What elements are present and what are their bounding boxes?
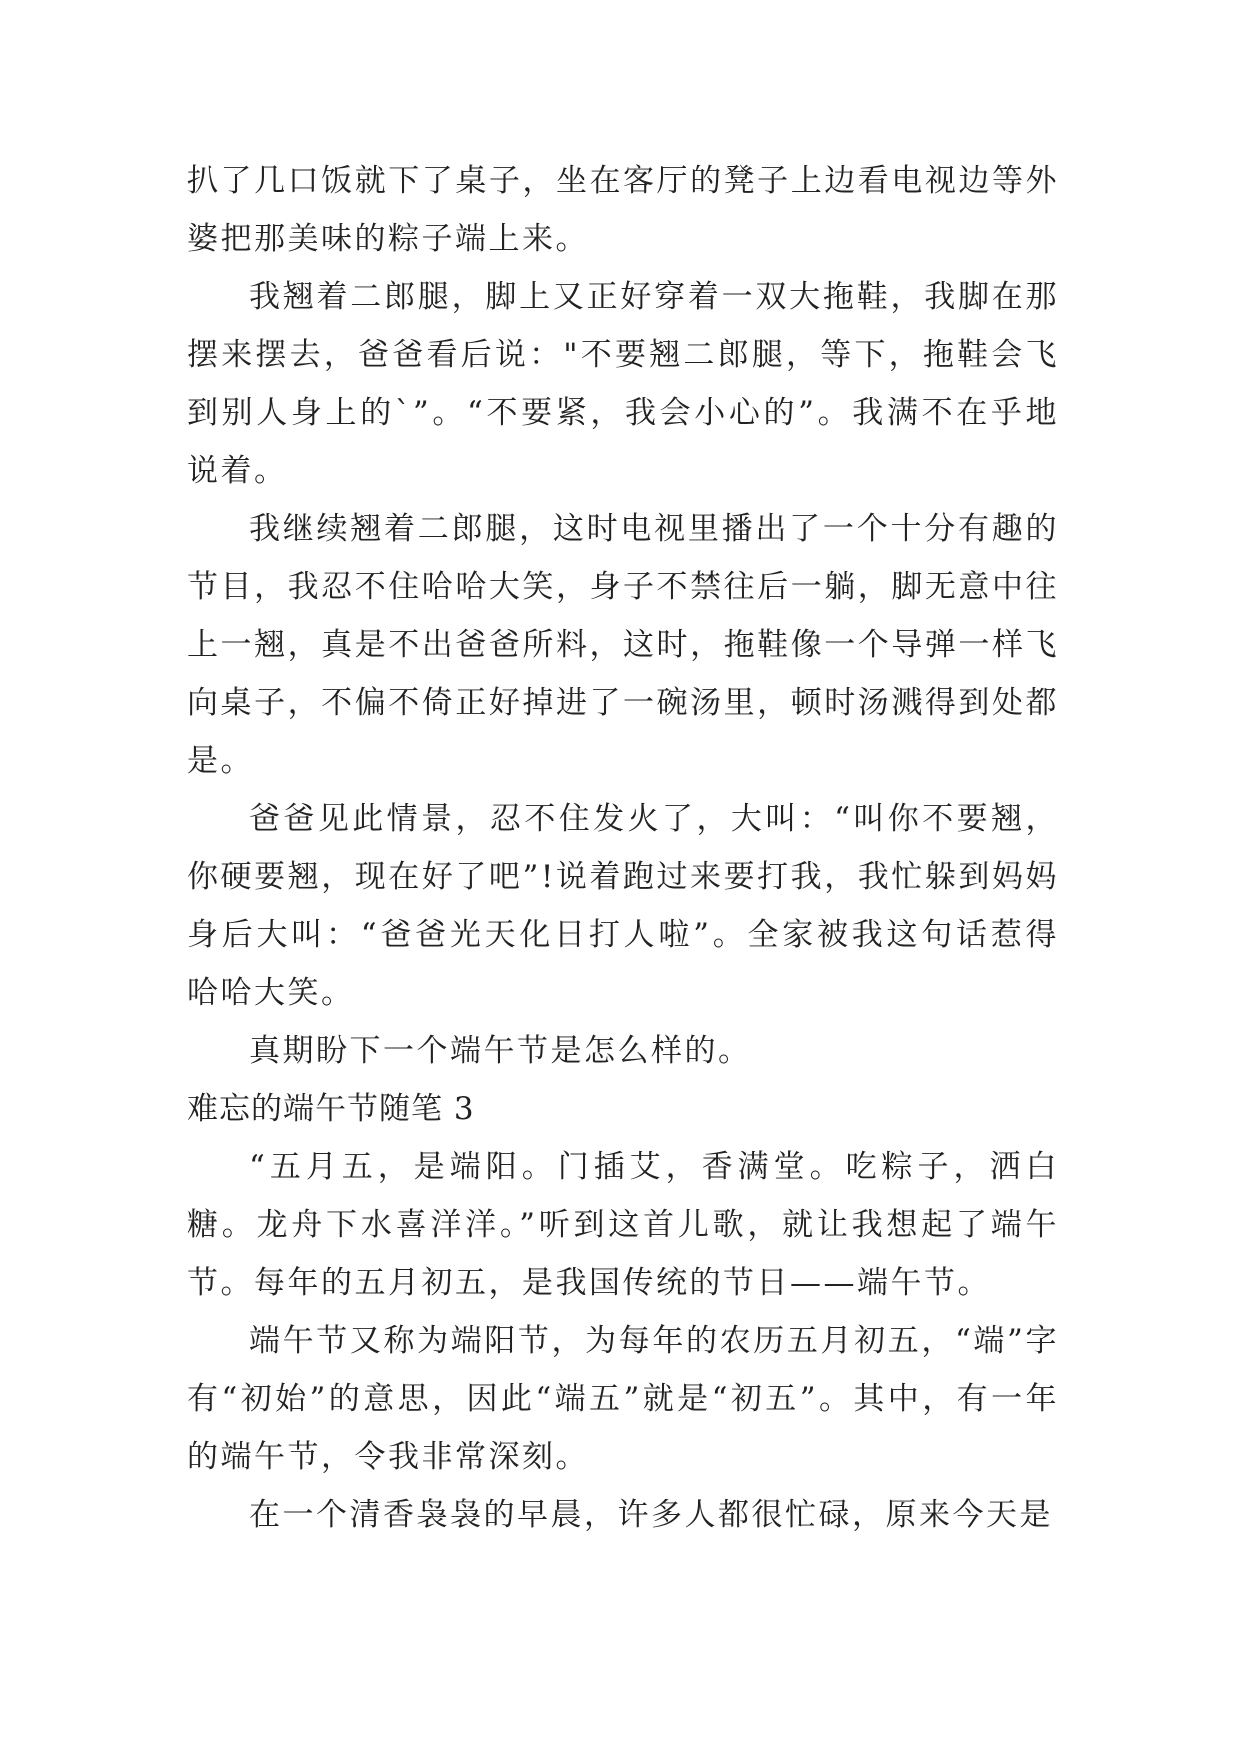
paragraph: 在一个清香袅袅的早晨，许多人都很忙碌，原来今天是: [249, 1497, 1053, 1533]
section-heading: 难忘的端午节随笔 3: [187, 1091, 475, 1127]
paragraph: 端午节又称为端阳节，为每年的农历五月初五，“端”字有“初始”的意思，因此“端五”就是“初五”。其中，有一年的端午节，令我非常深刻。: [187, 1323, 1059, 1475]
paragraph: 爸爸见此情景，忍不住发火了，大叫：“叫你不要翘，你硬要翘，现在好了吧”!说着跑过来要打我，我忙躲到妈妈身后大叫：“爸爸光天化日打人啦”。全家被我这句话惹得哈哈大笑。: [187, 801, 1059, 1011]
paragraph-continuation: 扒了几口饭就下了桌子，坐在客厅的凳子上边看电视边等外婆把那美味的粽子端上来。: [187, 163, 1059, 257]
paragraph: 我继续翘着二郎腿，这时电视里播出了一个十分有趣的节目，我忍不住哈哈大笑，身子不禁往后一躺，脚无意中往上一翘，真是不出爸爸所料，这时，拖鞋像一个导弹一样飞向桌子，不偏不倚正好掉进了一碗汤里，顿时汤溅得到处都是。: [187, 511, 1059, 779]
paragraph: 真期盼下一个端午节是怎么样的。: [249, 1033, 752, 1069]
document-page: [187, 152, 1059, 1544]
paragraph: “五月五，是端阳。门插艾，香满堂。吃粽子，洒白糖。龙舟下水喜洋洋。”听到这首儿歌，就让我想起了端午节。每年的五月初五，是我国传统的节日——端午节。: [187, 1149, 1059, 1301]
paragraph: 我翘着二郎腿，脚上又正好穿着一双大拖鞋，我脚在那摆来摆去，爸爸看后说："不要翘二郎腿，等下，拖鞋会飞到别人身上的`”。“不要紧，我会小心的”。我满不在乎地说着。: [187, 279, 1059, 489]
